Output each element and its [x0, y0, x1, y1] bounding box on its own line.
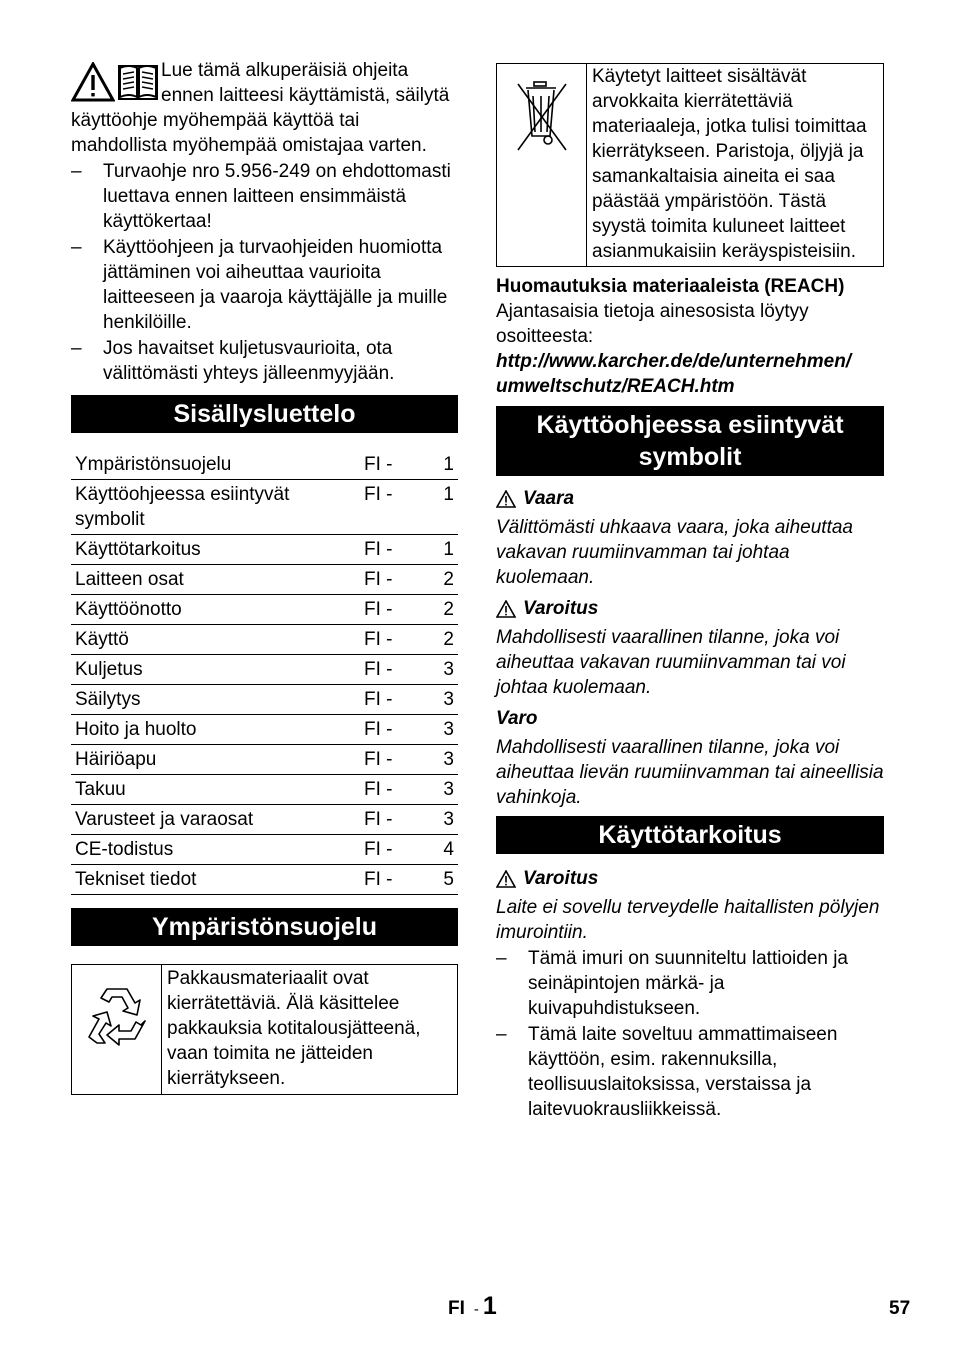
toc-lang: FI - — [360, 685, 430, 715]
toc-lang: FI - — [360, 775, 430, 805]
reach-link[interactable]: http://www.karcher.de/de/unternehmen/ umweltschutz/REACH.htm — [496, 351, 852, 397]
toc-lang: FI - — [360, 835, 430, 865]
toc-lang: FI - — [360, 715, 430, 745]
toc-label: Kuljetus — [71, 655, 360, 685]
intro-icons — [71, 62, 161, 108]
list-item: – Käyttöohjeen ja turvaohjeiden huomiotta jättäminen voi aiheuttaa vaurioita laitteeseen ja vaaroja käyttäjälle ja muille henkilöille. — [71, 237, 448, 333]
warning-text: Mahdollisesti vaarallinen tilanne, joka voi aiheuttaa vakavan ruumiinvamman tai voi johtaa kuolemaan. — [496, 627, 846, 698]
toc-lang: FI - — [360, 450, 430, 480]
danger-text: Välittömästi uhkaava vaara, joka aiheuttaa vakavan ruumiinvamman tai johtaa kuolemaan. — [496, 517, 853, 588]
toc-title: Sisällysluettelo — [71, 395, 458, 433]
toc-row — [71, 865, 458, 895]
recycle-text: Pakkausmateriaalit ovat kierrätettäviä. Älä käsittelee pakkauksia kotitalousjätteenä, vaan toimita ne jätteiden kierrätykseen. — [167, 968, 421, 1089]
toc-lang: FI - — [360, 480, 430, 535]
warning-heading: Varoitus — [496, 596, 884, 621]
toc-label: Käyttöönotto — [71, 595, 360, 625]
toc-page: 3 — [430, 715, 458, 745]
usage-warning-heading: Varoitus — [496, 866, 884, 891]
toc-lang: FI - — [360, 745, 430, 775]
toc-label: Ympäristönsuojelu — [71, 450, 360, 480]
usage-title: Käyttötarkoitus — [496, 816, 884, 854]
toc-page: 1 — [430, 450, 458, 480]
recycle-box — [71, 964, 458, 1095]
toc-page: 5 — [430, 865, 458, 895]
toc-row — [71, 655, 458, 685]
toc-page: 3 — [430, 805, 458, 835]
caution-text: Mahdollisesti vaarallinen tilanne, joka voi aiheuttaa lievän ruumiinvamman tai aineellisia vahinkoja. — [496, 737, 884, 808]
weee-text: Käytetyt laitteet sisältävät arvokkaita kierrätettäviä materiaaleja, jotka tulisi toimittaa kierrätykseen. Paristoja, öljyjä ja samankaltaisia aineita ei saa päästää ympäristöön. Tästä syystä toimita kuluneet laitteet asianmukaisiin keräyspisteisiin. — [592, 66, 867, 262]
list-item: – Jos havaitset kuljetusvaurioita, ota välittömästi yhteys jälleenmyyjään. — [71, 338, 395, 384]
toc-row — [71, 595, 458, 625]
toc-lang: FI - — [360, 625, 430, 655]
toc-label: Takuu — [71, 775, 360, 805]
toc-label: Laitteen osat — [71, 565, 360, 595]
toc-page: 2 — [430, 565, 458, 595]
toc-page: 1 — [430, 480, 458, 535]
usage-warning-text: Laite ei sovellu terveydelle haitallisten pölyjen imurointiin. — [496, 897, 880, 943]
toc-label: Varusteet ja varaosat — [71, 805, 360, 835]
toc-row — [71, 625, 458, 655]
right-column — [496, 63, 884, 1122]
crossed-bin-icon — [512, 78, 572, 154]
list-item: – Turvaohje nro 5.956-249 on ehdottomasti luettava ennen laitteen ensimmäistä käyttökertaa! — [71, 161, 451, 232]
environment-title: Ympäristönsuojelu — [71, 908, 458, 946]
toc-page: 3 — [430, 745, 458, 775]
weee-box — [496, 63, 884, 267]
toc-page: 3 — [430, 775, 458, 805]
intro — [71, 58, 458, 386]
warning-triangle-icon — [496, 600, 516, 618]
toc-row — [71, 745, 458, 775]
toc-lang: FI - — [360, 865, 430, 895]
toc-lang: FI - — [360, 565, 430, 595]
recycle-icon-cell — [72, 965, 162, 1094]
danger-heading: Vaara — [496, 486, 884, 511]
toc-row — [71, 535, 458, 565]
toc-row — [71, 565, 458, 595]
toc-lang: FI - — [360, 805, 430, 835]
toc-label: Käyttöohjeessa esiintyvät symbolit — [71, 480, 360, 535]
toc-row — [71, 835, 458, 865]
toc-row — [71, 450, 458, 480]
page-number: 57 — [889, 1298, 911, 1319]
warning-triangle-icon — [71, 62, 115, 102]
weee-icon-cell — [497, 64, 587, 266]
toc-page: 2 — [430, 595, 458, 625]
toc-label: CE-todistus — [71, 835, 360, 865]
toc-lang: FI - — [360, 595, 430, 625]
intro-text: Lue tämä alkuperäisiä ohjeita ennen laitteesi käyttämistä, säilytä käyttöohje myöhempää käyttöä tai mahdollista myöhempää omistajaa varten. — [71, 60, 450, 156]
list-item: – Tämä imuri on suunniteltu lattioiden ja seinäpintojen märkä- ja kuivapuhdistukseen. — [496, 948, 849, 1019]
toc-label: Häiriöapu — [71, 745, 360, 775]
toc-label: Hoito ja huolto — [71, 715, 360, 745]
toc-page: 3 — [430, 685, 458, 715]
toc-lang: FI - — [360, 535, 430, 565]
caution-heading: Varo — [496, 708, 538, 729]
reach-heading: Huomautuksia materiaaleista (REACH) — [496, 276, 845, 297]
toc-label: Tekniset tiedot — [71, 865, 360, 895]
manual-book-icon — [117, 62, 159, 102]
toc-page: 1 — [430, 535, 458, 565]
toc-label: Säilytys — [71, 685, 360, 715]
list-item: – Tämä laite soveltuu ammattimaiseen käyttöön, esim. rakennuksilla, teollisuuslaitoksissa, verstaissa ja laitevuokrausliikkeissä. — [496, 1024, 838, 1120]
symbols-title: Käyttöohjeessa esiintyvät symbolit — [496, 406, 884, 476]
toc-label: Käyttö — [71, 625, 360, 655]
warning-triangle-icon — [496, 870, 516, 888]
toc-page: 2 — [430, 625, 458, 655]
left-column — [71, 58, 458, 1095]
toc-row — [71, 685, 458, 715]
toc-row — [71, 480, 458, 535]
warning-triangle-icon — [496, 490, 516, 508]
toc-lang: FI - — [360, 655, 430, 685]
intro-bullets — [71, 159, 458, 386]
toc-row — [71, 805, 458, 835]
reach-text: Ajantasaisia tietoja ainesosista löytyy osoitteesta: — [496, 301, 809, 347]
toc-page: 4 — [430, 835, 458, 865]
footer-section-marker: FI - 1 — [448, 1292, 497, 1320]
toc-row — [71, 715, 458, 745]
recycle-icon — [79, 981, 155, 1057]
toc-table — [71, 450, 458, 895]
toc-label: Käyttötarkoitus — [71, 535, 360, 565]
usage-bullets — [496, 946, 884, 1122]
toc-row — [71, 775, 458, 805]
toc-page: 3 — [430, 655, 458, 685]
